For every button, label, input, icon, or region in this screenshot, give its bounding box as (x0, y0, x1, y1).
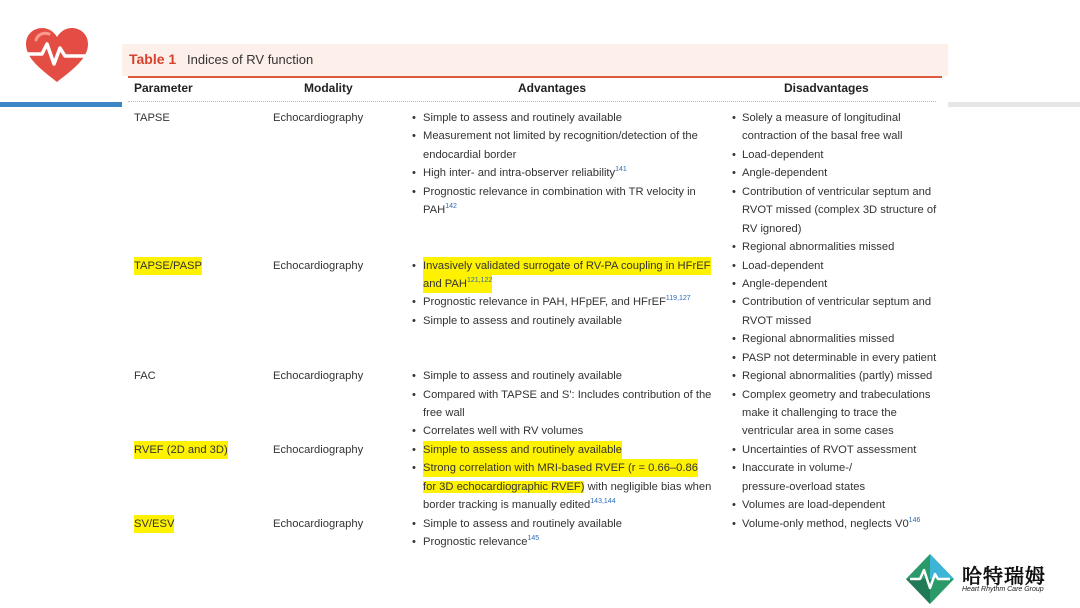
advantage-item-cont: free wall (423, 407, 465, 419)
brand-name-en: Heart Rhythm Care Group (962, 586, 1044, 593)
advantage-item-highlighted: Invasively validated surrogate of RV-PA coupling in HFrEF (423, 257, 711, 275)
disadvantage-item: Uncertainties of RVOT assessment (742, 444, 917, 456)
param-cell-highlighted: TAPSE/PASP (134, 257, 202, 275)
bullet: • (732, 241, 736, 253)
disadvantage-item: Load-dependent (742, 260, 824, 272)
header-rule (128, 76, 942, 78)
param-cell-highlighted: RVEF (2D and 3D) (134, 441, 228, 459)
brand-name-cn: 哈特瑞姆 (962, 564, 1046, 588)
bullet: • (732, 499, 736, 511)
ref-superscript: 146 (908, 517, 921, 524)
advantage-item: Measurement not limited by recognition/detection of the (423, 130, 698, 142)
disadvantage-item-cont: make it challenging to trace the (742, 407, 897, 419)
disadvantage-item-cont: contraction of the basal free wall (742, 130, 903, 142)
disadvantage-item: Solely a measure of longitudinal (742, 112, 901, 124)
advantage-item: Prognostic relevance in PAH, HFpEF, and HFrEF$^{119,127}$ (423, 295, 691, 308)
disadvantage-item-cont: RVOT missed (742, 315, 812, 327)
advantage-item-cont: for 3D echocardiographic RVEF) with negligible bias when (423, 481, 712, 493)
col-header-modality: Modality (304, 81, 353, 95)
col-header-disadvantages: Disadvantages (784, 81, 869, 95)
param-cell-highlighted: SV/ESV (134, 515, 174, 533)
modality-cell: Echocardiography (273, 370, 364, 382)
advantage-item: Prognostic relevance in combination with TR velocity in (423, 186, 696, 198)
disadvantage-item-cont: RVOT missed (complex 3D structure of (742, 204, 937, 216)
bullet: • (732, 186, 736, 198)
advantage-item: Simple to assess and routinely available (423, 112, 622, 124)
heart-logo-icon (24, 26, 90, 84)
advantage-item: High inter- and intra-observer reliability$^{141}$ (423, 166, 627, 179)
advantage-item: Correlates well with RV volumes (423, 425, 584, 437)
bullet: • (412, 370, 416, 382)
advantage-item-cont: endocardial border (423, 149, 517, 161)
modality-cell: Echocardiography (273, 518, 364, 530)
bullet: • (412, 536, 416, 548)
bullet: • (732, 296, 736, 308)
disadvantage-item-cont: pressure-overload states (742, 481, 866, 493)
advantage-item: Simple to assess and routinely available (423, 370, 622, 382)
advantage-item: Simple to assess and routinely available (423, 518, 622, 530)
disadvantage-item: Load-dependent (742, 149, 824, 161)
bullet: • (732, 112, 736, 124)
disadvantage-item: Volume-only method, neglects $V0^{146}$ (742, 517, 921, 530)
ref-superscript: 121,122 (466, 277, 493, 284)
header-dotted-rule (128, 101, 936, 102)
disadvantage-item-cont: ventricular area in some cases (742, 425, 894, 437)
bullet: • (732, 370, 736, 382)
bullet: • (732, 333, 736, 345)
modality-cell: Echocardiography (273, 444, 364, 456)
advantage-item-highlighted: Simple to assess and routinely available (423, 441, 622, 459)
bullet: • (732, 167, 736, 179)
table-title: Indices of RV function (187, 52, 314, 67)
right-grey-rule (948, 102, 1080, 107)
col-header-parameter: Parameter (134, 81, 193, 95)
disadvantage-item: Regional abnormalities (partly) missed (742, 370, 933, 382)
modality-cell: Echocardiography (273, 260, 364, 272)
modality-cell: Echocardiography (273, 112, 364, 124)
advantage-item-highlighted: Strong correlation with MRI-based RVEF (r = 0.66–0.86 (423, 459, 698, 477)
disadvantage-item: Volumes are load-dependent (742, 499, 886, 511)
table-label: Table 1 (129, 51, 177, 67)
ref-superscript: 145 (527, 535, 540, 542)
disadvantage-item: PASP not determinable in every patient (742, 352, 937, 364)
table-panel (122, 44, 948, 554)
bullet: • (732, 260, 736, 272)
bullet: • (412, 112, 416, 124)
ref-superscript: 141 (615, 166, 627, 173)
ref-superscript: 119,127 (665, 295, 691, 302)
advantage-item-cont: PAH$^{142}$ (423, 203, 457, 216)
disadvantage-item: Angle-dependent (742, 167, 828, 179)
bullet: • (412, 444, 416, 456)
disadvantage-item: Contribution of ventricular septum and (742, 186, 932, 198)
bullet: • (412, 260, 416, 272)
col-header-advantages: Advantages (518, 81, 587, 95)
param-cell: FAC (134, 370, 156, 382)
bullet: • (412, 518, 416, 530)
disadvantage-item: Angle-dependent (742, 278, 828, 290)
ref-superscript: 142 (445, 203, 457, 210)
advantage-item: Prognostic relevance$^{145}$ (423, 535, 540, 548)
advantage-item-cont: border tracking is manually edited$^{143,144}$ (423, 498, 616, 511)
bullet: • (732, 149, 736, 161)
bullet: • (412, 315, 416, 327)
bullet: • (412, 389, 416, 401)
bullet: • (732, 518, 736, 530)
bullet: • (732, 352, 736, 364)
bullet: • (412, 186, 416, 198)
bullet: • (412, 425, 416, 437)
bullet: • (412, 167, 416, 179)
bullet: • (412, 130, 416, 142)
table-title-bar (122, 44, 948, 76)
disadvantage-item: Complex geometry and trabeculations (742, 389, 931, 401)
bullet: • (732, 444, 736, 456)
disadvantage-item: Regional abnormalities missed (742, 241, 895, 253)
bullet: • (732, 389, 736, 401)
bullet: • (732, 278, 736, 290)
disadvantage-item-cont: RV ignored) (742, 223, 802, 235)
disadvantage-item: Inaccurate in volume-/ (742, 462, 853, 474)
ref-superscript: 143,144 (590, 498, 616, 505)
left-blue-rule (0, 102, 122, 107)
param-cell: TAPSE (134, 112, 170, 124)
advantage-item-highlighted-cont: and PAH$^{121,122}$ (423, 275, 492, 293)
advantage-item: Compared with TAPSE and S': Includes contribution of the (423, 389, 712, 401)
disadvantage-item: Contribution of ventricular septum and (742, 296, 932, 308)
bullet: • (732, 462, 736, 474)
bullet: • (412, 462, 416, 474)
advantage-item: Simple to assess and routinely available (423, 315, 622, 327)
disadvantage-item: Regional abnormalities missed (742, 333, 895, 345)
bullet: • (412, 296, 416, 308)
